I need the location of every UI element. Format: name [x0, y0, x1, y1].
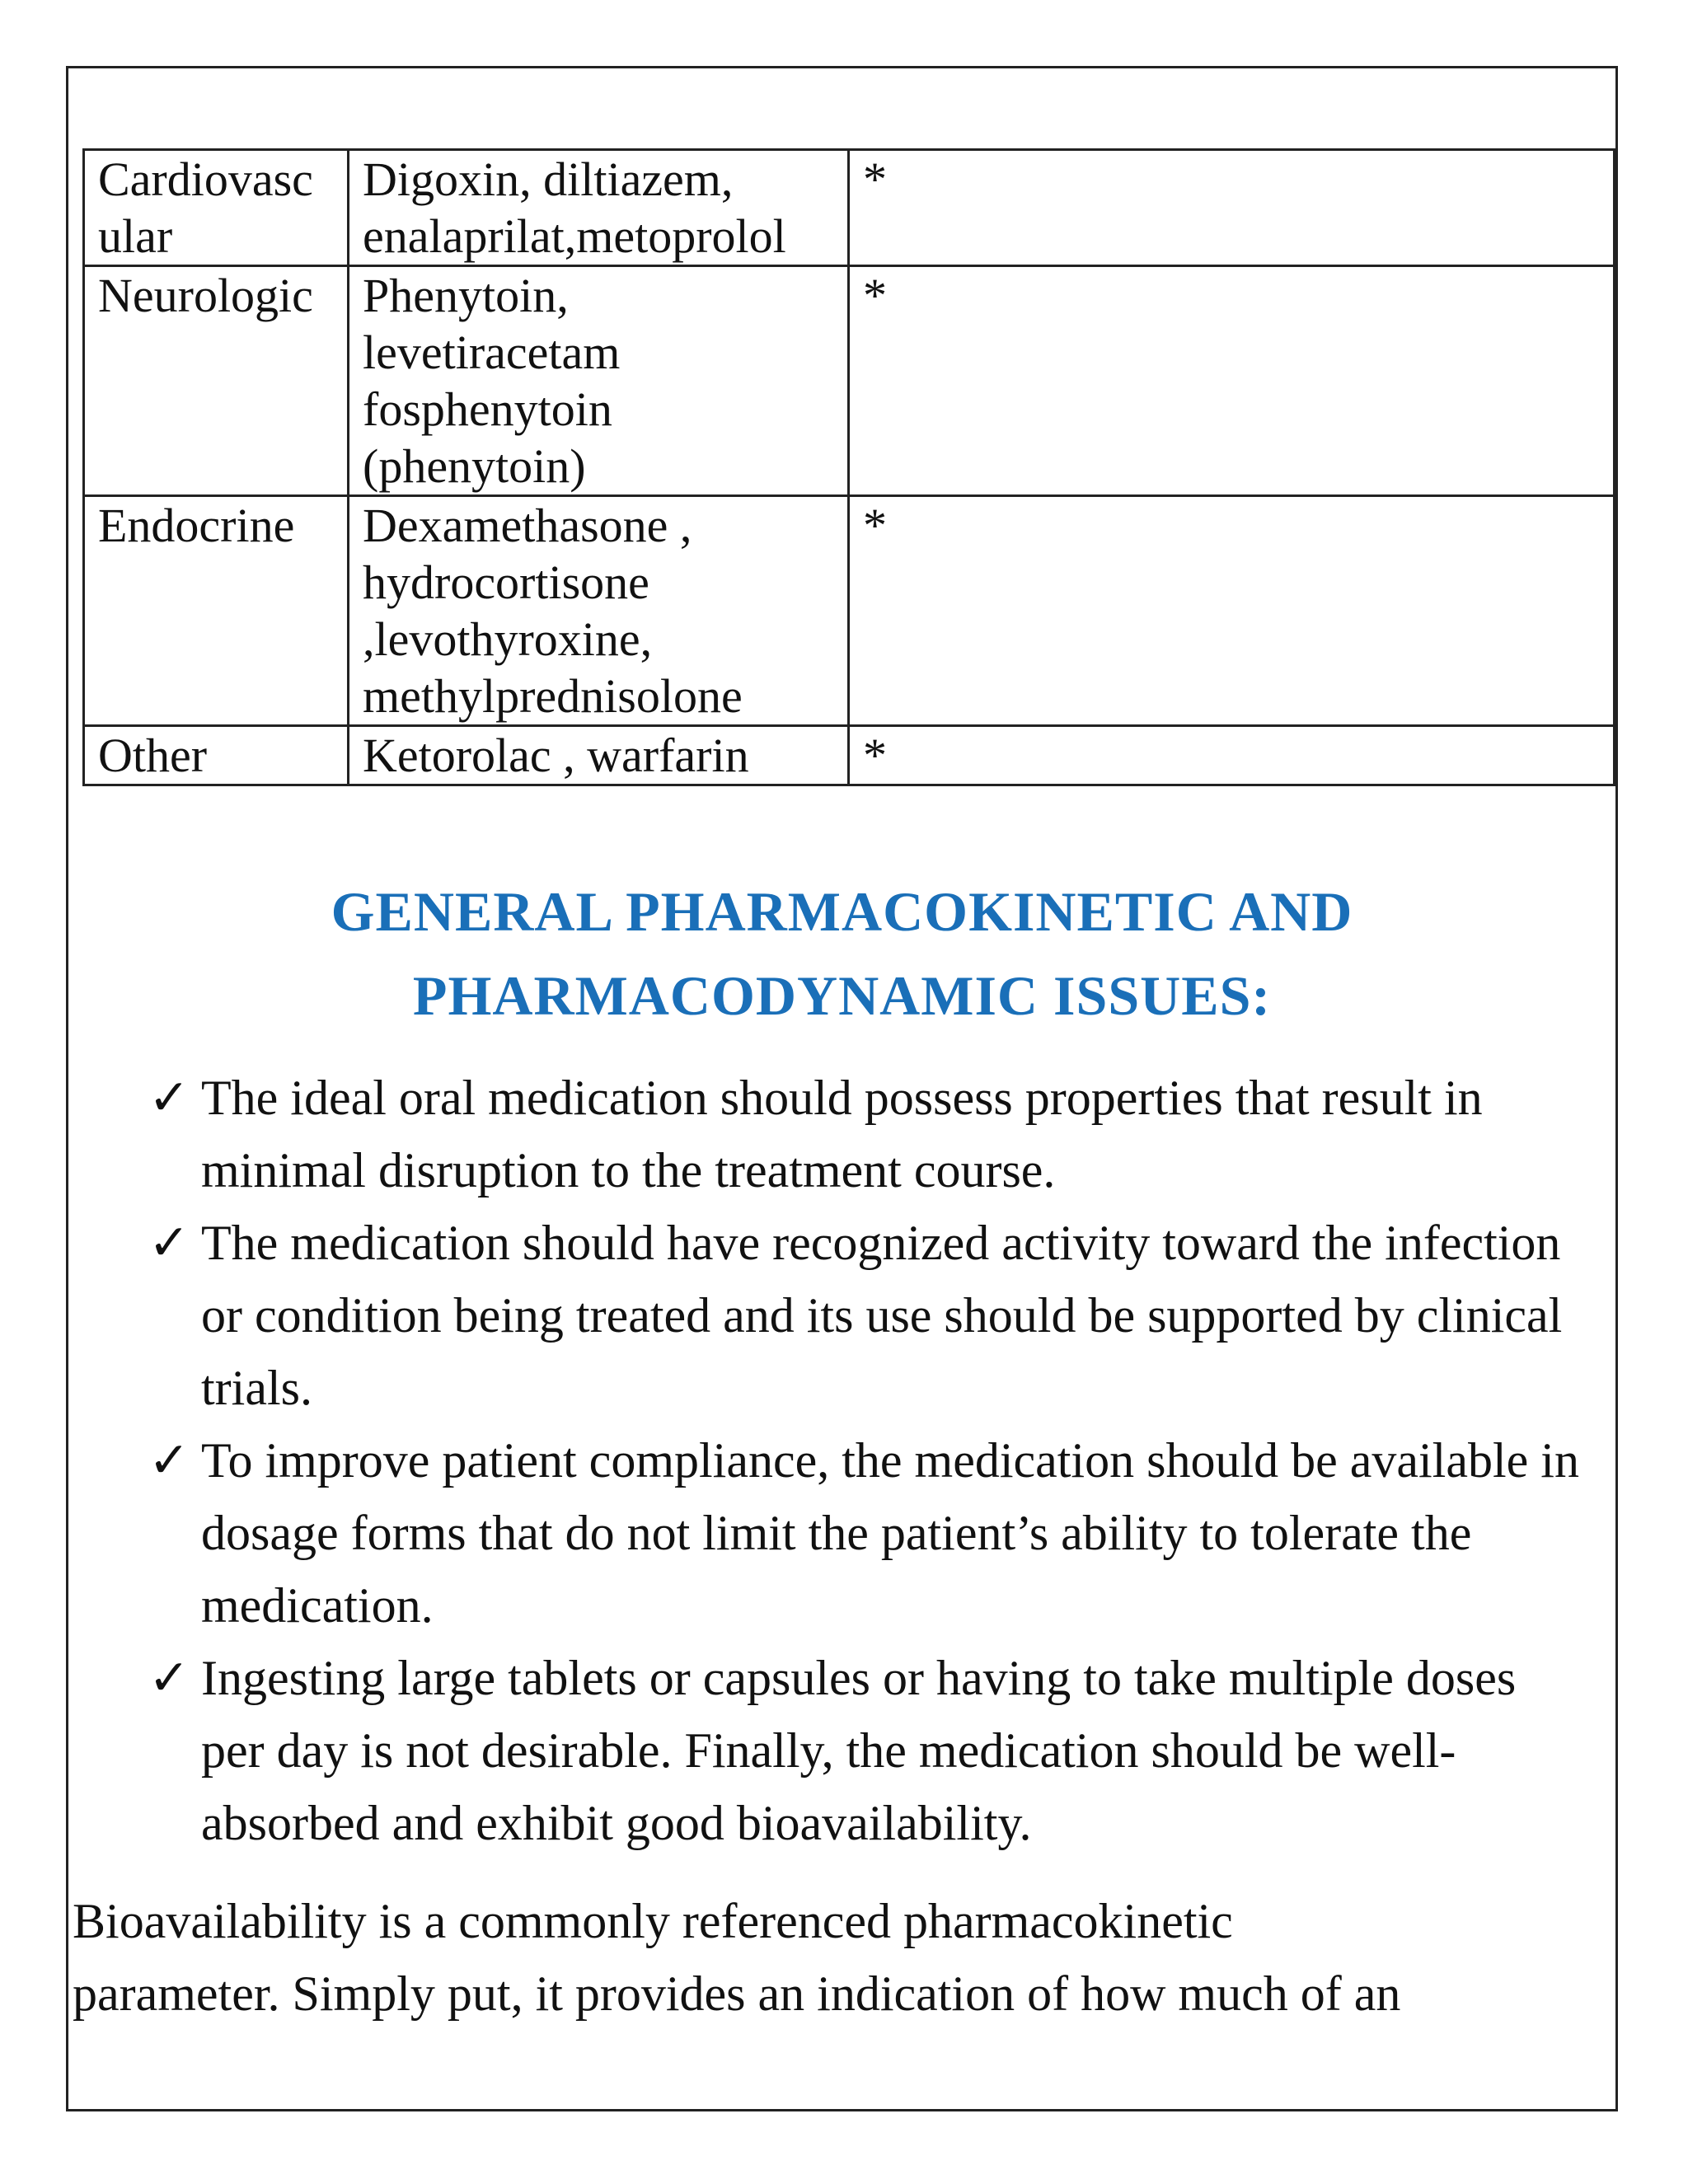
list-item-text: The ideal oral medication should possess properties that result in minimal disruption to the treatment course. [201, 1071, 1483, 1197]
bullet-list [148, 1062, 1582, 1859]
category-cell: Endocrine [84, 496, 349, 726]
checkmark-icon: ✓ [148, 1433, 190, 1488]
table-row [84, 266, 1615, 496]
mark-cell: * [849, 496, 1615, 726]
section-heading: GENERAL PHARMACOKINETIC AND PHARMACODYNAMIC ISSUES: [331, 880, 1353, 1027]
drugs-cell: Ketorolac , warfarin [349, 726, 849, 785]
list-item-text: The medication should have recognized activity toward the infection or condition being treated and its use should be supported by clinical trials. [201, 1216, 1563, 1415]
list-item [148, 1207, 1582, 1424]
table-row [84, 150, 1615, 266]
drug-category-table [82, 148, 1615, 786]
mark-cell: * [849, 266, 1615, 496]
category-cell: Other [84, 726, 349, 785]
list-item [148, 1424, 1582, 1642]
drugs-cell: Phenytoin, levetiracetam fosphenytoin (phenytoin) [349, 266, 849, 496]
checkmark-icon: ✓ [148, 1651, 190, 1705]
table-row [84, 496, 1615, 726]
mark-cell: * [849, 150, 1615, 266]
drugs-cell: Dexamethasone , hydrocortisone ,levothyroxine, methylprednisolone [349, 496, 849, 726]
checkmark-icon: ✓ [148, 1216, 190, 1270]
checkmark-icon: ✓ [148, 1071, 190, 1125]
body-paragraph: Bioavailability is a commonly referenced pharmacokinetic parameter. Simply put, it provides an indication of how much of an [73, 1894, 1401, 2021]
drugs-cell: Digoxin, diltiazem, enalaprilat,metoprolol [349, 150, 849, 266]
list-item [148, 1642, 1582, 1859]
category-cell: Neurologic [84, 266, 349, 496]
list-item [148, 1062, 1582, 1207]
list-item-text: To improve patient compliance, the medication should be available in dosage forms that do not limit the patient’s ability to tolerate the medication. [201, 1433, 1579, 1633]
category-cell: Cardiovasc ular [84, 150, 349, 266]
mark-cell: * [849, 726, 1615, 785]
table-row [84, 726, 1615, 785]
list-item-text: Ingesting large tablets or capsules or having to take multiple doses per day is not desirable. Finally, the medication should be well-absorbed and exhibit good bioavailability. [201, 1651, 1517, 1850]
